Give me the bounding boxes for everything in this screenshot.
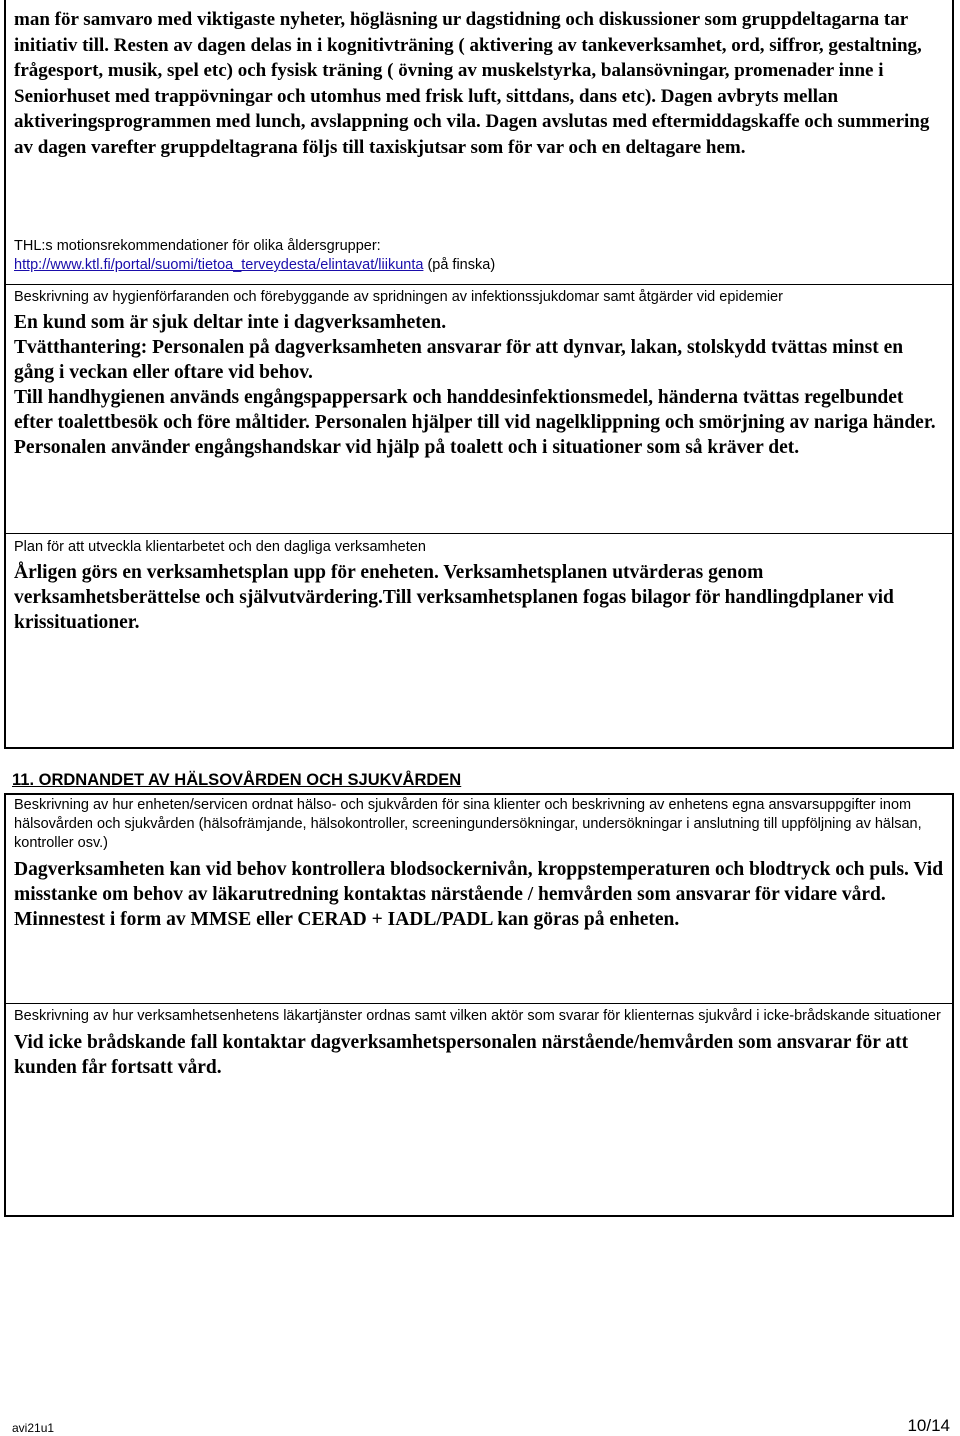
upper-form-box	[4, 0, 954, 749]
plan-text: Årligen görs en verksamhetsplan upp för eneheten. Verksamhetsplanen utvärderas genom verksamhetsberättelse och självutvärdering.Till verksamhetsplanen fogas bilagor för handlingdplaner vid krissituationer.	[14, 562, 894, 633]
separator	[6, 1003, 952, 1004]
health-section	[14, 796, 946, 932]
thl-suffix: (på finska)	[423, 257, 496, 273]
separator	[6, 533, 952, 534]
thl-recommendation	[14, 237, 946, 275]
hygiene-line-1: En kund som är sjuk deltar inte i dagverksamheten.	[14, 312, 447, 333]
hygiene-line-2: Tvätthantering: Personalen på dagverksamheten ansvarar för att dynvar, lakan, stolskydd tvättas minst en gång i veckan eller oftare vid behov.	[14, 337, 904, 383]
thl-label: THL:s motionsrekommendationer för olika åldersgrupper:	[14, 238, 381, 254]
separator	[6, 284, 952, 285]
thl-link[interactable]: http://www.ktl.fi/portal/suomi/tietoa_terveydesta/elintavat/liikunta	[14, 257, 424, 273]
doctor-label: Beskrivning av hur verksamhetsenhetens läkartjänster ordnas samt vilken aktör som svarar för klienternas sjukvård i icke-brådskande situationer	[14, 1008, 941, 1024]
health-line-2: Minnestest i form av MMSE eller CERAD + IADL/PADL kan göras på enheten.	[14, 909, 680, 930]
doctor-text: Vid icke brådskande fall kontaktar dagverksamhetspersonalen närstående/hemvården som ansvarar för att kunden får fortsatt vård.	[14, 1032, 909, 1078]
intro-paragraph: man för samvaro med viktigaste nyheter, högläsning ur dagstidning och diskussioner som gruppdeltagarna tar initiativ till. Resten av dagen delas in i kognitivträning ( aktivering av tankeverksamhet, ord, siffror, gestaltning, frågesport, musik, spel etc) och fysisk träning ( övning av muskelstyrka, balansövningar, promenader inne i Seniorhuset med trappövningar och utomhus med frisk luft, sittdans, dans etc). Dagen avbryts mellan aktiveringsprogrammen med lunch, avslappning och vila. Dagen avslutas med eftermiddagskaffe och summering av dagen varefter gruppdeltagrana följs till taxiskjutsar som för var och en deltagare hem.	[14, 9, 930, 158]
plan-section	[14, 538, 946, 635]
hygiene-label: Beskrivning av hygienförfaranden och förebyggande av spridningen av infektionssjukdomar samt åtgärder vid epidemier	[14, 289, 783, 305]
form-code: avi21u1	[12, 1421, 55, 1435]
page-number: 10/14	[907, 1416, 950, 1435]
doctor-section	[14, 1007, 946, 1080]
hygiene-section	[14, 288, 946, 460]
hygiene-line-3: Till handhygienen används engångspappersark och handdesinfektionsmedel, händerna tvättas regelbundet efter toalettbesök och före måltider. Personalen hjälper till vid nagelklippning och smörjning av nariga händer. Personalen använder engångshandskar vid hjälp på toalett och i situationer som så kräver det.	[14, 387, 936, 458]
section-11-heading: 11. ORDNANDET AV HÄLSOVÅRDEN OCH SJUKVÅRDEN	[12, 771, 462, 789]
health-label: Beskrivning av hur enheten/servicen ordnat hälso- och sjukvården för sina klienter och beskrivning av enhetens egna ansvarsuppgifter inom hälsovården och sjukvården (hälsofrämjande, hälsokontroller, screeningundersökningar, undersökningar i anslutning till uppföljning av hälsan, kontroller osv.)	[14, 797, 922, 851]
lower-form-box	[4, 793, 954, 1217]
health-line-1: Dagverksamheten kan vid behov kontrollera blodsockernivån, kroppstemperaturen och blodtryck och puls. Vid misstanke om behov av läkarutredning kontaktas närstående / hemvården som ansvarar för vidare vård.	[14, 859, 944, 905]
plan-label: Plan för att utveckla klientarbetet och den dagliga verksamheten	[14, 539, 426, 555]
